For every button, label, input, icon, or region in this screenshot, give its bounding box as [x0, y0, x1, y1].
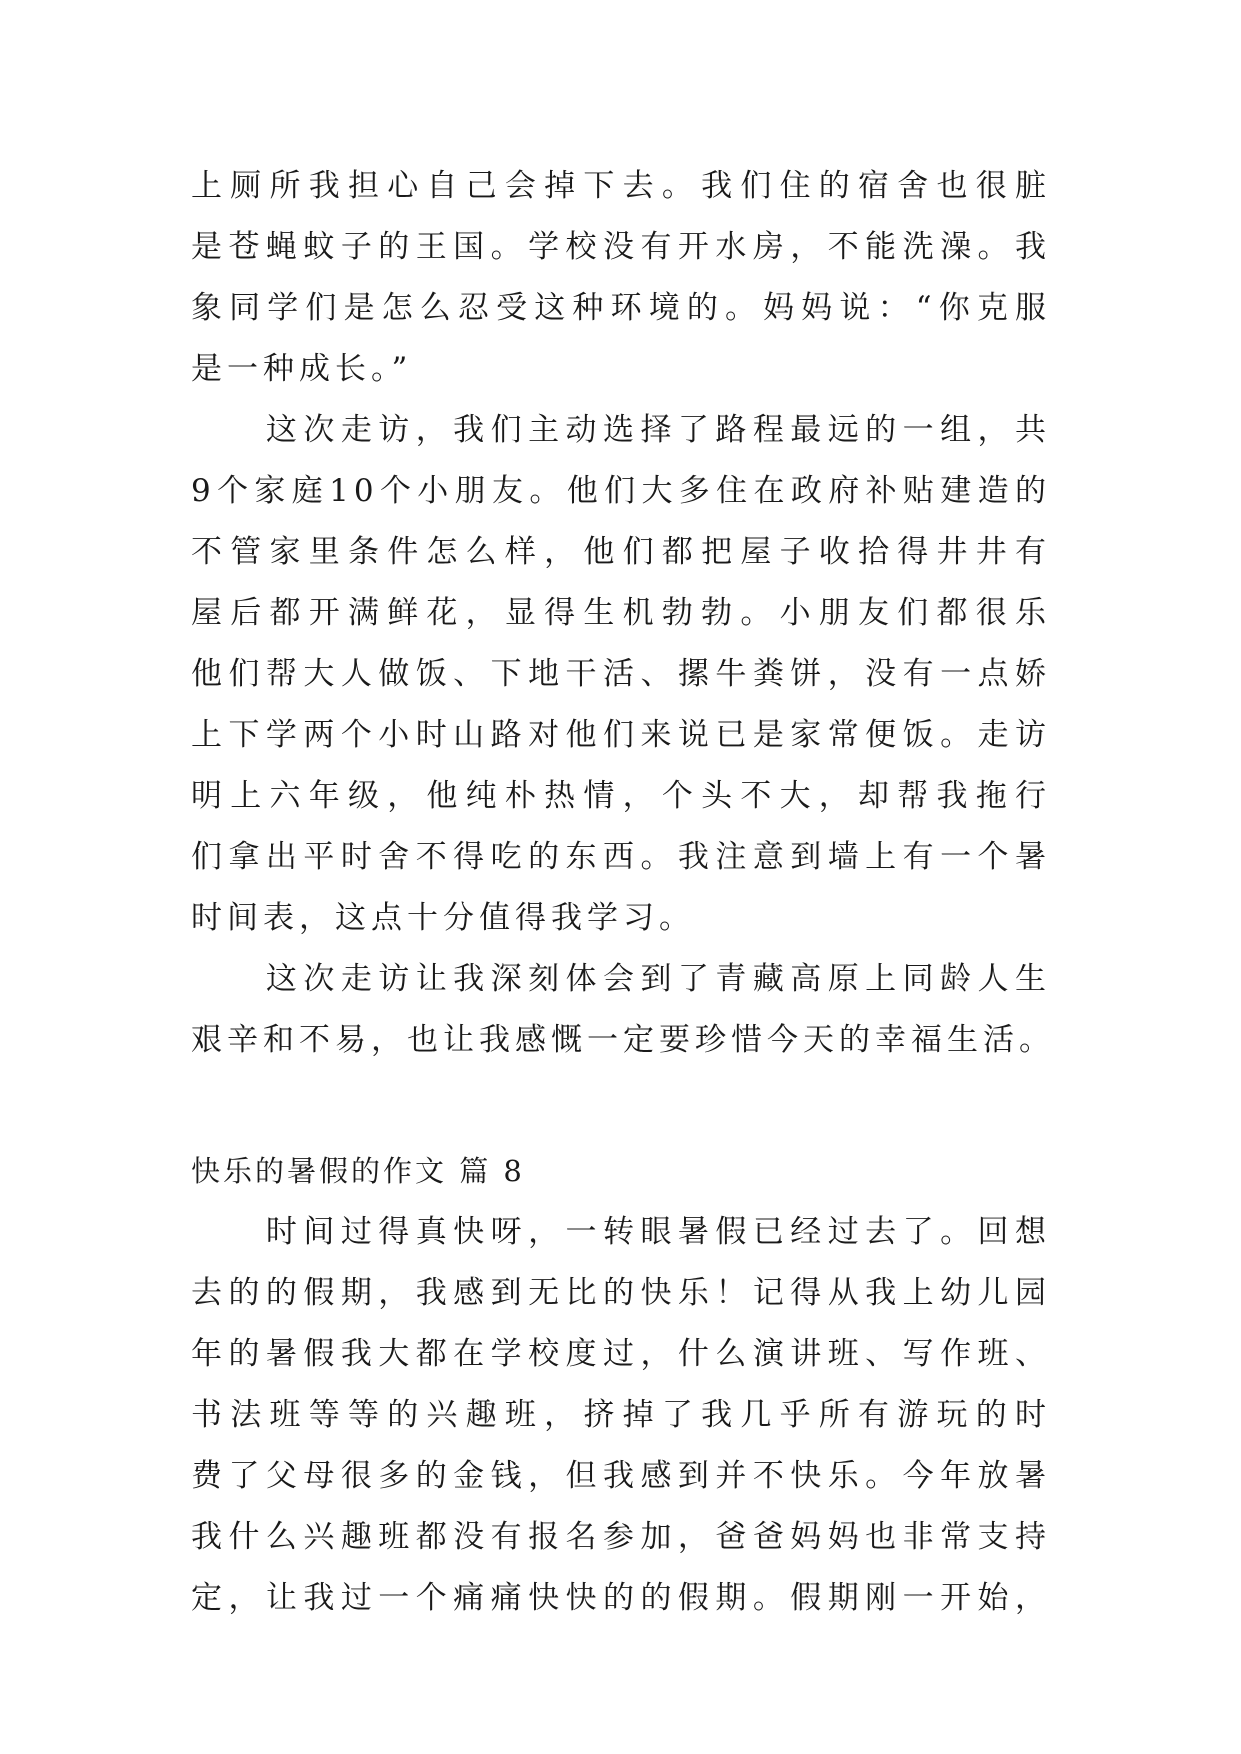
text-line: 上厕所我担心自己会掉下去。我们住的宿舍也很脏 [191, 168, 1051, 204]
section-gap [191, 1071, 1051, 1141]
text-line: 时间过得真快呀，一转眼暑假已经过去了。回想 [265, 1214, 1051, 1250]
document-body [191, 156, 1055, 1629]
text-line: 年的暑假我大都在学校度过，什么演讲班、写作班、 [191, 1336, 1051, 1372]
text-line: 们拿出平时舍不得吃的东西。我注意到墙上有一个暑 [191, 839, 1051, 875]
text-line: 9个家庭10个小朋友。他们大多住在政府补贴建造的 [191, 473, 1051, 509]
text-line: 这次走访让我深刻体会到了青藏高原上同龄人生 [265, 961, 1051, 997]
text-line: 去的的假期，我感到无比的快乐！记得从我上幼儿园 [191, 1275, 1051, 1311]
text-line: 屋后都开满鲜花，显得生机勃勃。小朋友们都很乐 [191, 595, 1051, 631]
section-1 [191, 156, 1055, 1071]
text-line: 是一种成长。” [191, 351, 413, 387]
section-2 [191, 1141, 1051, 1629]
text-line: 我什么兴趣班都没有报名参加，爸爸妈妈也非常支持 [191, 1519, 1051, 1555]
text-line: 书法班等等的兴趣班，挤掉了我几乎所有游玩的时 [191, 1397, 1051, 1433]
text-line: 时间表，这点十分值得我学习。 [191, 900, 695, 936]
text-line: 艰辛和不易，也让我感慨一定要珍惜今天的幸福生活。 [191, 1022, 1055, 1058]
text-line: 这次走访，我们主动选择了路程最远的一组，共 [265, 412, 1051, 448]
text-line: 费了父母很多的金钱，但我感到并不快乐。今年放暑 [191, 1458, 1051, 1494]
text-line: 不管家里条件怎么样，他们都把屋子收拾得井井有 [191, 534, 1051, 570]
section-heading: 快乐的暑假的作文 篇 8 [191, 1154, 525, 1188]
text-line: 他们帮大人做饭、下地干活、摞牛粪饼，没有一点娇 [191, 656, 1051, 692]
text-line: 明上六年级，他纯朴热情，个头不大，却帮我拖行 [191, 778, 1051, 814]
text-line: 定，让我过一个痛痛快快的的假期。假期刚一开始， [191, 1580, 1051, 1616]
text-line: 上下学两个小时山路对他们来说已是家常便饭。走访 [191, 717, 1051, 753]
text-line: 是苍蝇蚊子的王国。学校没有开水房，不能洗澡。我 [191, 229, 1051, 265]
text-line: 象同学们是怎么忍受这种环境的。妈妈说：“你克服 [191, 290, 1051, 326]
